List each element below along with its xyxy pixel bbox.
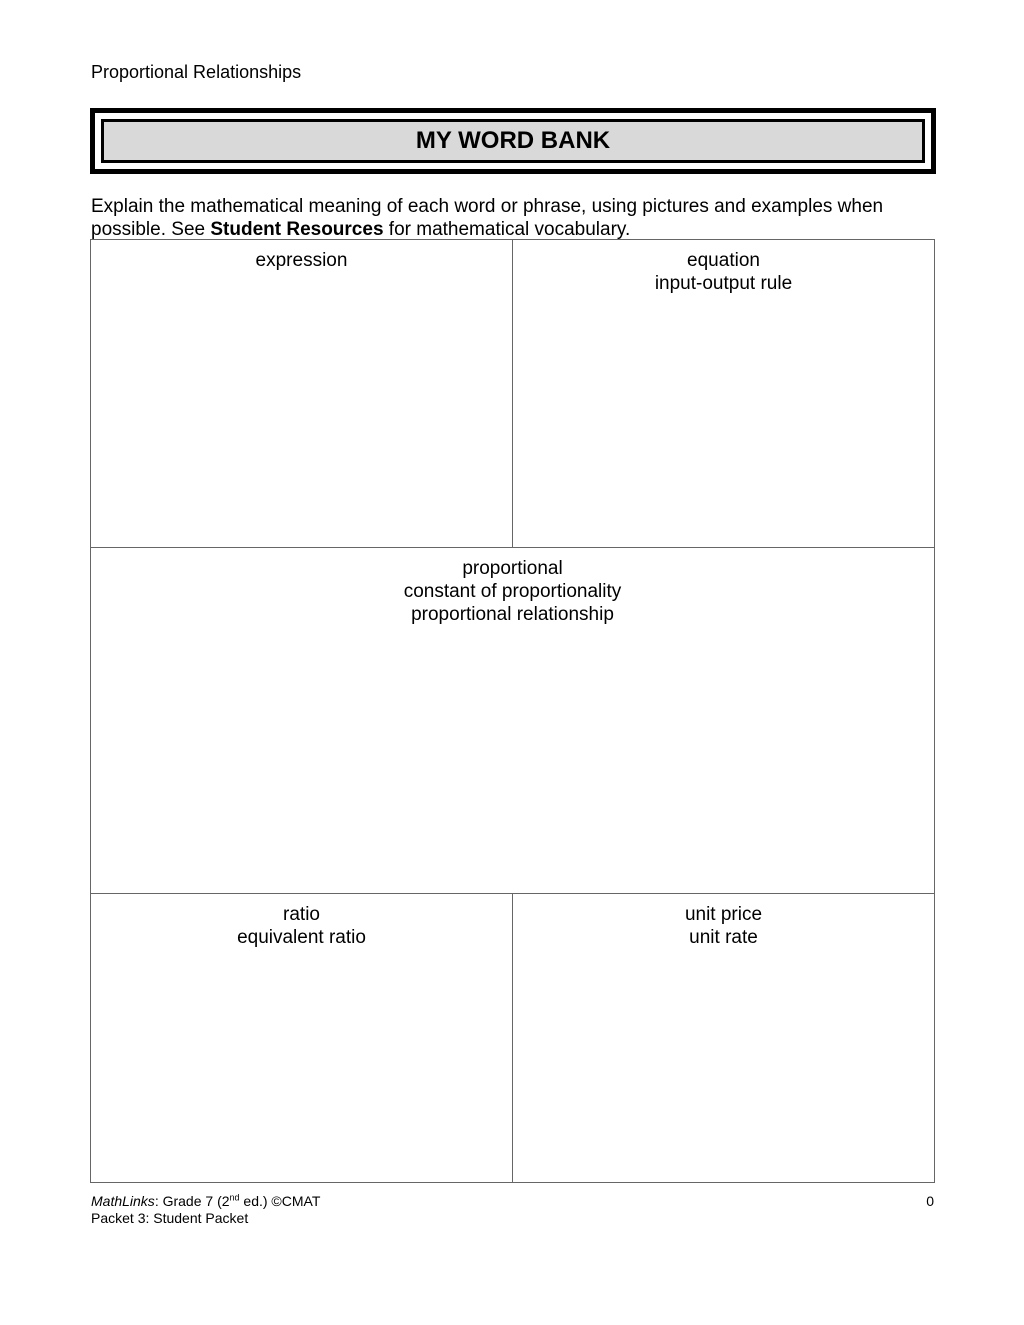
cell-proportional bbox=[91, 548, 934, 894]
instructions-part2: for mathematical vocabulary. bbox=[383, 219, 631, 240]
term: ratio bbox=[283, 904, 320, 925]
instructions-bold: Student Resources bbox=[210, 219, 384, 240]
term: equivalent ratio bbox=[237, 927, 366, 948]
term: unit rate bbox=[689, 927, 758, 948]
word-bank-grid bbox=[90, 239, 935, 1183]
instructions-part1: Explain the mathematical meaning of each word or phrase, using pictures and examples when possible. See bbox=[91, 196, 884, 240]
word-bank-banner bbox=[90, 108, 936, 174]
cell-ratio bbox=[91, 894, 513, 1182]
cell-equation bbox=[513, 240, 934, 548]
footer-credits bbox=[91, 1193, 936, 1227]
term: expression bbox=[255, 250, 348, 271]
term: proportional relationship bbox=[411, 604, 614, 625]
page-number: 0 bbox=[926, 1193, 934, 1209]
cell-unit-price bbox=[513, 894, 934, 1182]
term: input-output rule bbox=[654, 273, 793, 294]
cell-expression bbox=[91, 240, 513, 548]
term: proportional bbox=[462, 558, 563, 579]
footer-brand: MathLinks bbox=[91, 1193, 155, 1209]
instructions-text bbox=[91, 195, 936, 241]
footer-line-1: MathLinks: Grade 7 (2nd ed.) ©CMAT bbox=[91, 1192, 321, 1209]
term: constant of proportionality bbox=[403, 581, 622, 602]
word-bank-title: MY WORD BANK bbox=[101, 119, 925, 163]
footer-line-2: Packet 3: Student Packet bbox=[91, 1210, 249, 1226]
page-header-title: Proportional Relationships bbox=[91, 62, 302, 82]
term: equation bbox=[687, 250, 760, 271]
term: unit price bbox=[684, 904, 763, 925]
page-footer bbox=[91, 1193, 936, 1227]
